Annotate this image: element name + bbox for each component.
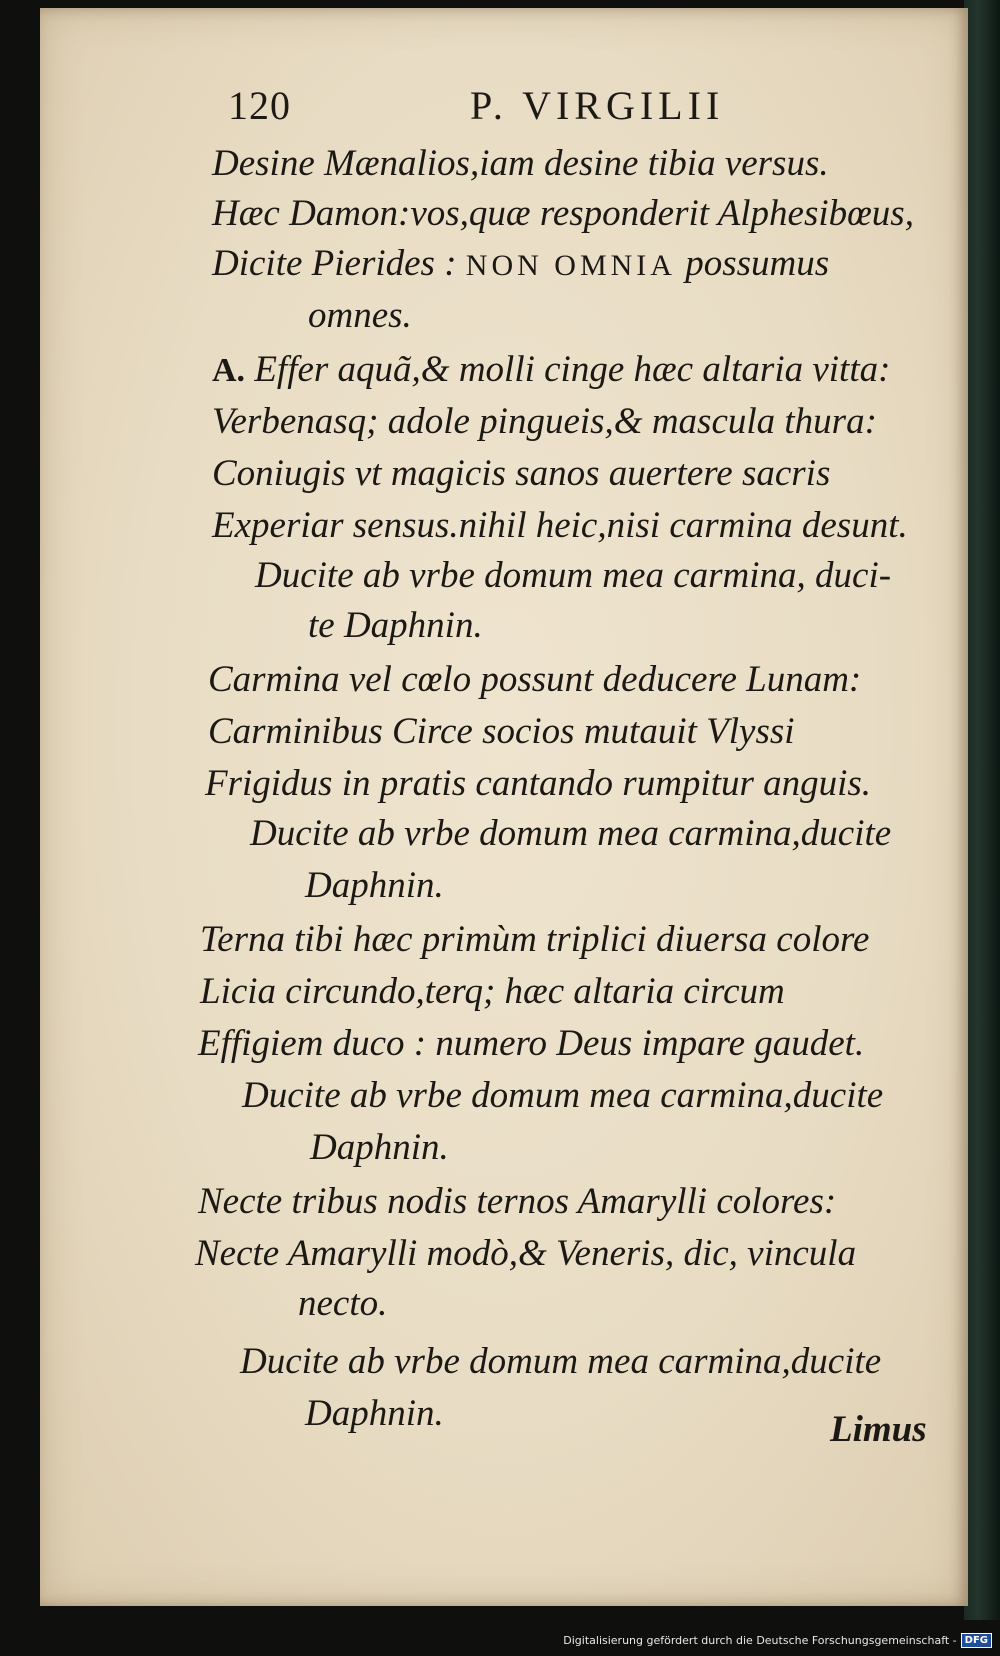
verse-segment: NON OMNIA <box>465 249 676 282</box>
book-page <box>40 8 968 1606</box>
verse-line <box>200 914 869 966</box>
verse-segment: omnes. <box>308 295 412 336</box>
verse-line <box>200 966 785 1018</box>
verse-segment: Necte tribus nodis ternos Amarylli colores: <box>198 1181 837 1222</box>
verse-segment: Necte Amarylli modò,& Veneris, dic, vincula <box>195 1233 857 1274</box>
verse-line <box>205 758 871 810</box>
digitization-credit <box>563 1630 992 1650</box>
verse-line <box>212 396 877 448</box>
speaker-label: A. <box>212 352 246 389</box>
verse-segment: Desine Mænalios,iam desine tibia versus. <box>212 143 829 184</box>
verse-segment: Dicite Pierides : <box>212 243 466 284</box>
verse-line <box>198 1176 836 1228</box>
verse-segment: Ducite ab vrbe domum mea carmina,ducite <box>250 813 892 854</box>
verse-line <box>305 1388 444 1440</box>
verse-segment: Daphnin. <box>310 1127 449 1168</box>
verse-line <box>195 1228 856 1280</box>
verse-line <box>212 138 829 190</box>
verse-line <box>198 1018 864 1070</box>
verse-line <box>208 706 795 758</box>
verse-segment: Ducite ab vrbe domum mea carmina,ducite <box>240 1341 882 1382</box>
verse-line <box>212 448 830 500</box>
verse-line <box>310 1122 449 1174</box>
verse-line <box>308 290 412 342</box>
verse-line <box>212 238 829 292</box>
verse-segment: Coniugis vt magicis sanos auertere sacris <box>212 453 831 494</box>
verse-segment: Frigidus in pratis cantando rumpitur anguis. <box>205 763 872 804</box>
page-number: 120 <box>228 83 291 128</box>
credit-text: Digitalisierung gefördert durch die Deutsche Forschungsgemeinschaft - <box>563 1633 957 1647</box>
running-head <box>40 82 968 134</box>
verse-line <box>212 188 914 240</box>
verse-segment: possumus <box>675 243 830 284</box>
verse-segment: Effigiem duco : numero Deus impare gaudet. <box>198 1023 865 1064</box>
verse-segment: Experiar sensus.nihil heic,nisi carmina desunt. <box>212 505 908 546</box>
verse-segment: Terna tibi hæc primùm triplici diuersa colore <box>200 919 870 960</box>
verse-line <box>250 808 891 860</box>
verse-segment: Hæc Damon:vos,quæ responderit Alphesibœus, <box>212 193 914 234</box>
verse-line <box>240 1336 881 1388</box>
catchword: Limus <box>830 1409 927 1450</box>
verse-segment: Carminibus Circe socios mutauit Vlyssi <box>208 711 795 752</box>
running-title: P. VIRGILII <box>470 83 725 128</box>
verse-segment: Licia circundo,terq; hæc altaria circum <box>200 971 785 1012</box>
verse-segment: Daphnin. <box>305 865 444 906</box>
verse-line <box>212 500 908 552</box>
verse-segment: necto. <box>298 1283 388 1324</box>
verse-segment: Ducite ab vrbe domum mea carmina,ducite <box>242 1075 884 1116</box>
verse-segment: Effer aquã,& molli cinge hæc altaria vitta: <box>245 349 891 390</box>
verse-line <box>305 860 444 912</box>
verse-segment: Ducite ab vrbe domum mea carmina, duci- <box>255 555 892 596</box>
verse-segment: te Daphnin. <box>308 605 483 646</box>
verse-segment: Daphnin. <box>305 1393 444 1434</box>
verse-segment: Carmina vel cœlo possunt deducere Lunam: <box>208 659 862 700</box>
verse-line <box>212 344 890 397</box>
verse-line <box>308 600 483 652</box>
dfg-logo: DFG <box>961 1633 992 1648</box>
book-spine <box>964 0 1000 1620</box>
verse-line <box>242 1070 883 1122</box>
verse-line <box>255 550 891 602</box>
verse-line <box>208 654 861 706</box>
verse-segment: Verbenasq; adole pingueis,& mascula thura: <box>212 401 877 442</box>
verse-line <box>298 1278 387 1330</box>
